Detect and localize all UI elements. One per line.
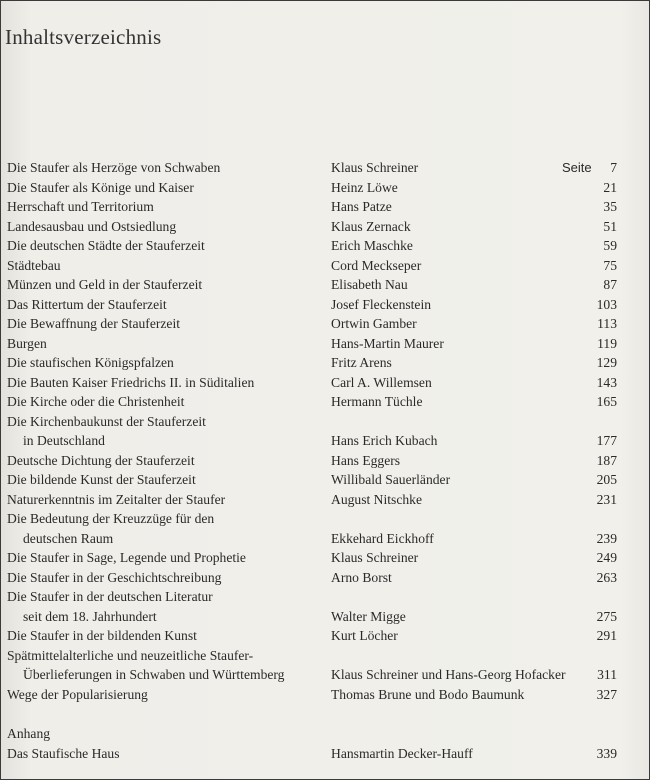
entry-author: Hans-Martin Maurer (331, 335, 444, 351)
toc-entry (1, 744, 649, 764)
entry-author: Arno Borst (331, 569, 392, 585)
entry-author: Klaus Schreiner (331, 160, 419, 175)
entry-title: Die bildende Kunst der Stauferzeit (7, 472, 196, 487)
toc-entry (1, 490, 649, 510)
entry-page: 113 (597, 316, 617, 331)
toc-entry (1, 509, 649, 529)
entry-page: 205 (596, 472, 617, 487)
entry-page: 187 (596, 452, 617, 468)
table-of-contents (1, 158, 649, 763)
toc-entry (1, 353, 649, 373)
entry-title: Wege der Popularisierung (7, 686, 148, 702)
entry-title: Städtebau (7, 257, 61, 273)
toc-entry (1, 646, 649, 666)
entry-author: Klaus Schreiner und Hans-Georg Hofacker (331, 667, 566, 682)
entry-page: 249 (596, 550, 617, 565)
entry-page: 143 (596, 374, 617, 390)
entry-author: Hans Patze (331, 199, 392, 214)
entry-author: Kurt Löcher (331, 628, 398, 643)
entry-page: 311 (597, 667, 617, 682)
entry-page: 327 (596, 686, 617, 702)
entry-title: Die Staufer als Herzöge von Schwaben (7, 160, 221, 175)
entry-page: 75 (603, 257, 617, 273)
toc-entry-continuation (1, 529, 649, 549)
entry-title: Die staufischen Königspfalzen (7, 355, 174, 370)
entry-author: Josef Fleckenstein (331, 296, 432, 312)
toc-entry (1, 275, 649, 295)
entry-title: Die deutschen Städte der Stauferzeit (7, 238, 205, 253)
entry-author: Hansmartin Decker-Hauff (331, 745, 473, 761)
entry-author: Thomas Brune und Bodo Baumunk (331, 686, 525, 702)
entry-title: Herrschaft und Territorium (7, 199, 154, 214)
entry-title: Burgen (7, 335, 47, 351)
entry-title: Die Staufer in der Geschichtschreibung (7, 569, 222, 585)
appendix-label: Anhang (7, 726, 51, 741)
seite-label: Seite (562, 160, 592, 175)
section-spacer (1, 704, 649, 724)
entry-author: Fritz Arens (331, 355, 392, 370)
entry-title-continuation: seit dem 18. Jahrhundert (23, 608, 157, 624)
toc-entry (1, 178, 649, 198)
entry-title: Die Kirche oder die Christenheit (7, 394, 185, 409)
entry-author: Elisabeth Nau (331, 277, 408, 292)
entry-title: Das Rittertum der Stauferzeit (7, 296, 167, 312)
entry-title: Die Bedeutung der Kreuzzüge für den (7, 511, 215, 526)
toc-entry-continuation (1, 607, 649, 627)
entry-title: Das Staufische Haus (7, 745, 120, 761)
page-heading: Inhaltsverzeichnis (5, 25, 162, 49)
entry-page: 177 (596, 433, 617, 448)
entry-author: Carl A. Willemsen (331, 374, 432, 390)
entry-title: Die Staufer in der bildenden Kunst (7, 628, 197, 643)
toc-entry (1, 412, 649, 432)
entry-page: 165 (596, 394, 617, 409)
entry-author: Ekkehard Eickhoff (331, 530, 434, 546)
toc-entry (1, 373, 649, 393)
entry-author: Cord Meckseper (331, 257, 422, 273)
entry-title-continuation: Überlieferungen in Schwaben und Württemberg (23, 667, 285, 682)
entry-page: 87 (603, 277, 617, 292)
entry-page: 291 (596, 628, 617, 643)
entry-page: 21 (603, 179, 617, 195)
entry-author: Heinz Löwe (331, 179, 398, 195)
toc-entry (1, 295, 649, 315)
toc-entry (1, 256, 649, 276)
toc-entry (1, 392, 649, 412)
entry-page: 7 (610, 160, 617, 175)
entry-title: Spätmittelalterliche und neuzeitliche Staufer- (7, 647, 254, 663)
toc-entry (1, 451, 649, 471)
entry-title: Die Staufer in der deutschen Literatur (7, 589, 213, 604)
appendix-heading (1, 724, 649, 744)
entry-author: Willibald Sauerländer (331, 472, 451, 487)
entry-author: Walter Migge (331, 608, 406, 624)
entry-page: 129 (596, 355, 617, 370)
entry-author: Hans Eggers (331, 452, 401, 468)
toc-entry (1, 217, 649, 237)
toc-entry (1, 626, 649, 646)
entry-page: 51 (603, 218, 617, 234)
entry-title: Die Bauten Kaiser Friedrichs II. in Süditalien (7, 374, 255, 390)
toc-entry (1, 314, 649, 334)
entry-title-continuation: in Deutschland (23, 433, 105, 448)
entry-page: 239 (596, 530, 617, 546)
toc-entry (1, 685, 649, 705)
entry-author: Ortwin Gamber (331, 316, 417, 331)
entry-author: Erich Maschke (331, 238, 413, 253)
entry-author: August Nitschke (331, 491, 422, 507)
entry-page: 59 (603, 238, 617, 253)
toc-entry (1, 334, 649, 354)
entry-title: Die Staufer in Sage, Legende und Prophetie (7, 550, 246, 565)
entry-author: Hans Erich Kubach (331, 433, 438, 448)
toc-entry (1, 587, 649, 607)
entry-title: Münzen und Geld in der Stauferzeit (7, 277, 203, 292)
entry-title: Die Bewaffnung der Stauferzeit (7, 316, 181, 331)
entry-author: Klaus Zernack (331, 218, 411, 234)
toc-entry (1, 470, 649, 490)
toc-entry (1, 197, 649, 217)
entry-title-continuation: deutschen Raum (23, 530, 114, 546)
entry-page: 103 (596, 296, 617, 312)
entry-page: 35 (603, 199, 617, 214)
entry-page: 339 (596, 745, 617, 761)
entry-title: Deutsche Dichtung der Stauferzeit (7, 452, 195, 468)
entry-author: Hermann Tüchle (331, 394, 423, 409)
entry-page: 119 (597, 335, 617, 351)
toc-entry (1, 568, 649, 588)
toc-entry (1, 548, 649, 568)
toc-entry (1, 236, 649, 256)
toc-entry-continuation (1, 431, 649, 451)
entry-title: Naturerkenntnis im Zeitalter der Staufer (7, 491, 226, 507)
entry-title: Landesausbau und Ostsiedlung (7, 218, 177, 234)
entry-page: 231 (596, 491, 617, 507)
entry-page: 263 (596, 569, 617, 585)
entry-title: Die Kirchenbaukunst der Stauferzeit (7, 413, 206, 429)
entry-author: Klaus Schreiner (331, 550, 419, 565)
entry-page: 275 (596, 608, 617, 624)
toc-entry-continuation (1, 665, 649, 685)
entry-title: Die Staufer als Könige und Kaiser (7, 179, 194, 195)
toc-entry (1, 158, 649, 178)
